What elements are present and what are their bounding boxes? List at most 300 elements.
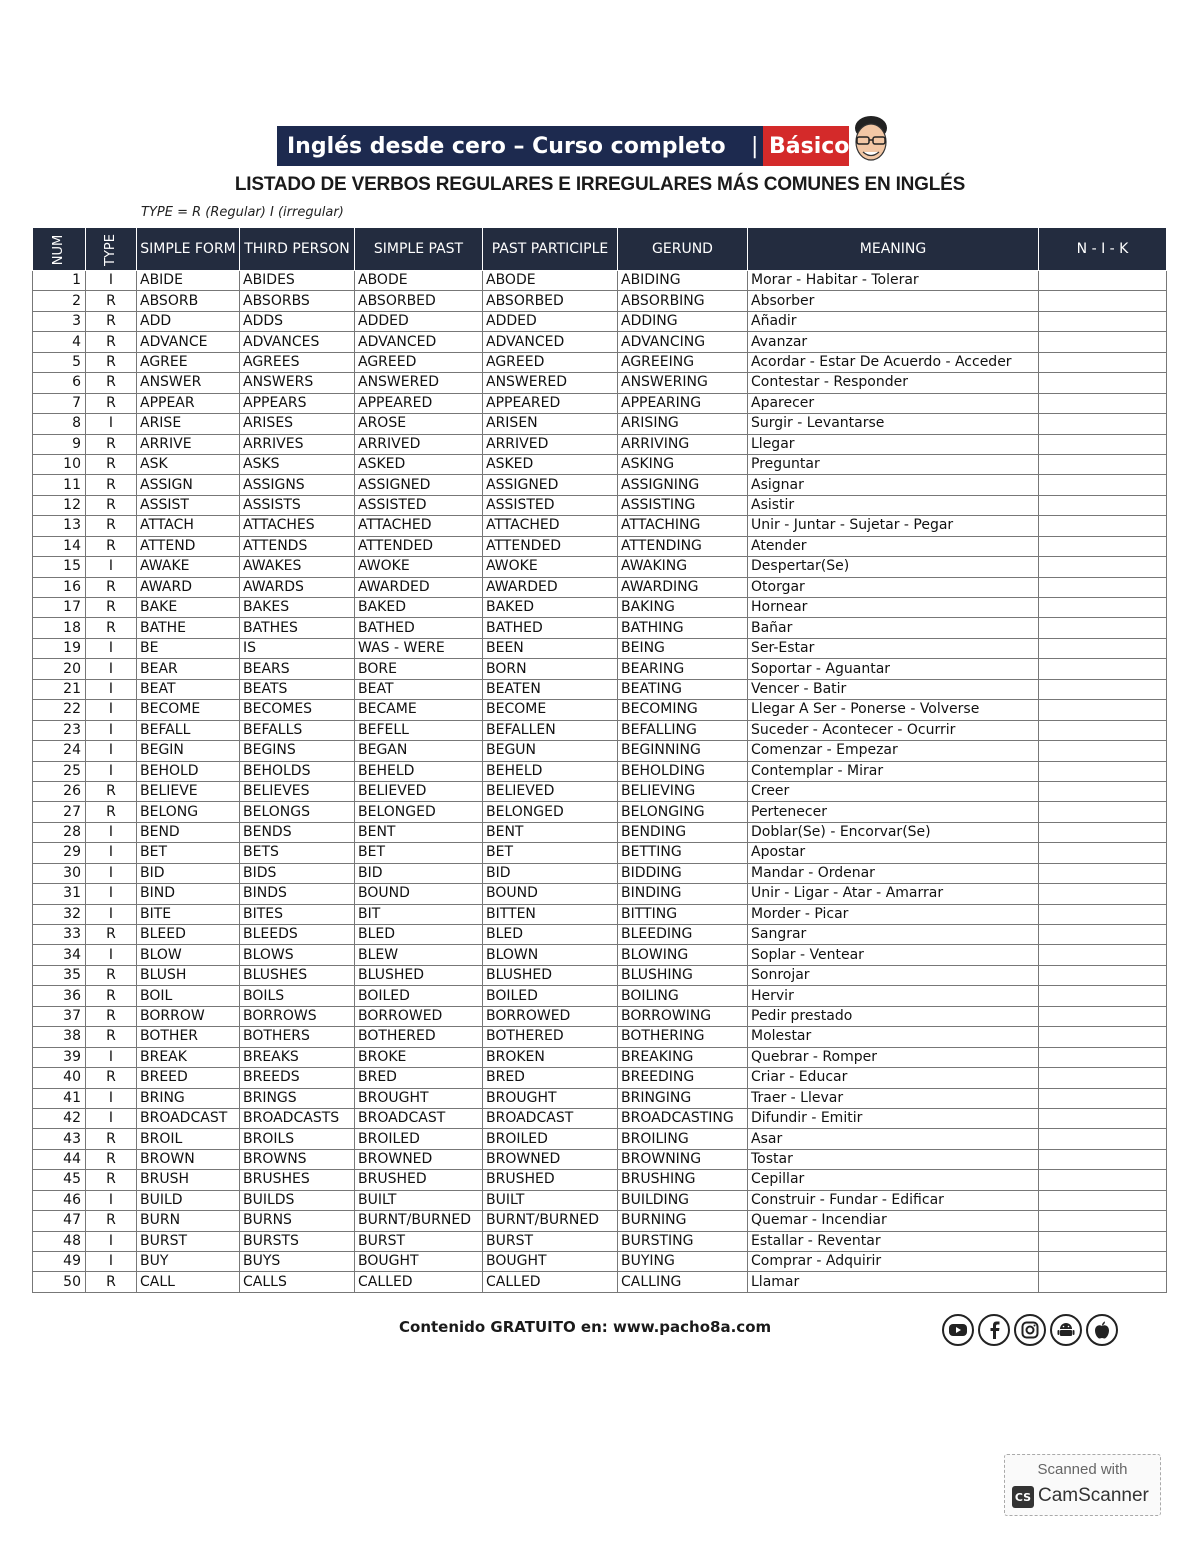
cell-past-participle: BLOWN: [483, 945, 618, 965]
cell-num: 39: [33, 1047, 86, 1067]
cell-num: 41: [33, 1088, 86, 1108]
cell-third-person: ADDS: [240, 311, 355, 331]
cell-nik: [1039, 863, 1167, 883]
cell-meaning: Unir - Ligar - Atar - Amarrar: [748, 884, 1039, 904]
cell-num: 4: [33, 332, 86, 352]
cell-third-person: BATHES: [240, 618, 355, 638]
cell-nik: [1039, 1252, 1167, 1272]
cell-simple-form: BURN: [137, 1211, 240, 1231]
cell-num: 7: [33, 393, 86, 413]
cell-simple-past: BORE: [355, 659, 483, 679]
cell-num: 8: [33, 414, 86, 434]
cell-third-person: BEATS: [240, 679, 355, 699]
cell-simple-past: BLEW: [355, 945, 483, 965]
cell-third-person: BELONGS: [240, 802, 355, 822]
table-row: [33, 1272, 1167, 1292]
cell-nik: [1039, 373, 1167, 393]
table-row: [33, 925, 1167, 945]
table-row: [33, 720, 1167, 740]
cell-num: 18: [33, 618, 86, 638]
cell-simple-form: BOTHER: [137, 1027, 240, 1047]
cell-gerund: BENDING: [618, 822, 748, 842]
cell-gerund: BLOWING: [618, 945, 748, 965]
cell-meaning: Quebrar - Romper: [748, 1047, 1039, 1067]
cell-simple-past: BRUSHED: [355, 1170, 483, 1190]
cell-meaning: Soportar - Aguantar: [748, 659, 1039, 679]
cell-simple-form: BRING: [137, 1088, 240, 1108]
cell-type: I: [86, 1047, 137, 1067]
cell-simple-form: BREAK: [137, 1047, 240, 1067]
table-row: [33, 516, 1167, 536]
cell-type: R: [86, 516, 137, 536]
cell-meaning: Llamar: [748, 1272, 1039, 1292]
cell-past-participle: AGREED: [483, 352, 618, 372]
cell-meaning: Doblar(Se) - Encorvar(Se): [748, 822, 1039, 842]
cell-simple-past: ARRIVED: [355, 434, 483, 454]
cell-third-person: BREAKS: [240, 1047, 355, 1067]
cell-nik: [1039, 904, 1167, 924]
cell-simple-past: BOUND: [355, 884, 483, 904]
cell-gerund: BETTING: [618, 843, 748, 863]
cell-simple-form: BATHE: [137, 618, 240, 638]
cell-simple-past: BLUSHED: [355, 965, 483, 985]
cell-third-person: AWARDS: [240, 577, 355, 597]
cell-gerund: ASKING: [618, 454, 748, 474]
cell-nik: [1039, 1027, 1167, 1047]
cell-num: 35: [33, 965, 86, 985]
cell-nik: [1039, 659, 1167, 679]
table-row: [33, 1149, 1167, 1169]
table-row: [33, 598, 1167, 618]
table-row: [33, 332, 1167, 352]
cell-third-person: BREEDS: [240, 1068, 355, 1088]
cell-simple-form: BECOME: [137, 700, 240, 720]
cell-meaning: Preguntar: [748, 454, 1039, 474]
cell-meaning: Avanzar: [748, 332, 1039, 352]
cell-simple-past: BUILT: [355, 1190, 483, 1210]
cell-meaning: Aparecer: [748, 393, 1039, 413]
table-row: [33, 577, 1167, 597]
cell-past-participle: ASKED: [483, 454, 618, 474]
cell-num: 30: [33, 863, 86, 883]
cell-simple-past: ADVANCED: [355, 332, 483, 352]
cell-simple-form: BREED: [137, 1068, 240, 1088]
cell-gerund: ADDING: [618, 311, 748, 331]
cell-num: 31: [33, 884, 86, 904]
cell-past-participle: BENT: [483, 822, 618, 842]
cell-third-person: AGREES: [240, 352, 355, 372]
cell-third-person: BINDS: [240, 884, 355, 904]
cell-meaning: Ser-Estar: [748, 638, 1039, 658]
cell-past-participle: BOTHERED: [483, 1027, 618, 1047]
cell-nik: [1039, 761, 1167, 781]
header-num: NUM: [33, 228, 86, 271]
cell-third-person: BOTHERS: [240, 1027, 355, 1047]
cell-simple-past: BROUGHT: [355, 1088, 483, 1108]
cell-type: I: [86, 741, 137, 761]
cell-nik: [1039, 598, 1167, 618]
cell-simple-form: ARISE: [137, 414, 240, 434]
cell-simple-form: BELONG: [137, 802, 240, 822]
cell-past-participle: ARISEN: [483, 414, 618, 434]
cell-meaning: Contestar - Responder: [748, 373, 1039, 393]
cell-type: I: [86, 863, 137, 883]
cell-num: 11: [33, 475, 86, 495]
cell-type: R: [86, 373, 137, 393]
cell-nik: [1039, 884, 1167, 904]
cell-type: R: [86, 1149, 137, 1169]
cell-type: R: [86, 311, 137, 331]
cell-third-person: BURNS: [240, 1211, 355, 1231]
cell-simple-form: BEND: [137, 822, 240, 842]
cell-past-participle: BROILED: [483, 1129, 618, 1149]
cell-simple-past: BEHELD: [355, 761, 483, 781]
header-type: TYPE: [86, 228, 137, 271]
cell-simple-form: ATTEND: [137, 536, 240, 556]
cell-nik: [1039, 965, 1167, 985]
cell-nik: [1039, 454, 1167, 474]
cell-type: R: [86, 965, 137, 985]
cell-gerund: BROADCASTING: [618, 1108, 748, 1128]
cell-third-person: BENDS: [240, 822, 355, 842]
cell-past-participle: BROADCAST: [483, 1108, 618, 1128]
cell-past-participle: BORROWED: [483, 1006, 618, 1026]
cell-simple-form: ABSORB: [137, 291, 240, 311]
cell-type: R: [86, 618, 137, 638]
cell-gerund: ABSORBING: [618, 291, 748, 311]
cell-num: 37: [33, 1006, 86, 1026]
cell-gerund: AGREEING: [618, 352, 748, 372]
table-row: [33, 986, 1167, 1006]
cell-past-participle: BECOME: [483, 700, 618, 720]
cell-simple-form: BOIL: [137, 986, 240, 1006]
cell-simple-past: BELONGED: [355, 802, 483, 822]
cell-past-participle: BRUSHED: [483, 1170, 618, 1190]
cell-simple-form: ASK: [137, 454, 240, 474]
cell-nik: [1039, 618, 1167, 638]
cell-simple-past: BELIEVED: [355, 781, 483, 801]
cell-simple-past: CALLED: [355, 1272, 483, 1292]
table-row: [33, 1088, 1167, 1108]
cell-gerund: BRUSHING: [618, 1170, 748, 1190]
cell-third-person: BLOWS: [240, 945, 355, 965]
cell-gerund: ANSWERING: [618, 373, 748, 393]
cell-simple-past: WAS - WERE: [355, 638, 483, 658]
youtube-icon[interactable]: [942, 1314, 974, 1346]
cell-nik: [1039, 822, 1167, 842]
cell-third-person: BEHOLDS: [240, 761, 355, 781]
cell-simple-form: BEHOLD: [137, 761, 240, 781]
table-row: [33, 311, 1167, 331]
cell-nik: [1039, 679, 1167, 699]
cell-num: 38: [33, 1027, 86, 1047]
cell-simple-past: BORROWED: [355, 1006, 483, 1026]
cell-third-person: BOILS: [240, 986, 355, 1006]
cell-num: 16: [33, 577, 86, 597]
table-row: [33, 618, 1167, 638]
cell-meaning: Asar: [748, 1129, 1039, 1149]
cell-gerund: ARRIVING: [618, 434, 748, 454]
cell-simple-past: ADDED: [355, 311, 483, 331]
cell-past-participle: BITTEN: [483, 904, 618, 924]
cell-gerund: BEATING: [618, 679, 748, 699]
banner-level: Básico: [763, 126, 849, 166]
cell-simple-past: BOTHERED: [355, 1027, 483, 1047]
camscanner-caption: Scanned with: [1037, 1461, 1128, 1478]
footer-link-text: Contenido GRATUITO en: www.pacho8a.com: [399, 1318, 772, 1336]
cell-simple-form: BUILD: [137, 1190, 240, 1210]
cell-past-participle: BID: [483, 863, 618, 883]
table-row: [33, 741, 1167, 761]
cell-type: I: [86, 904, 137, 924]
android-icon[interactable]: [1050, 1314, 1082, 1346]
social-icons: [942, 1314, 1118, 1346]
cell-type: R: [86, 1272, 137, 1292]
cell-nik: [1039, 1190, 1167, 1210]
cell-meaning: Soplar - Ventear: [748, 945, 1039, 965]
cell-type: I: [86, 761, 137, 781]
cell-simple-past: BENT: [355, 822, 483, 842]
instagram-icon[interactable]: [1014, 1314, 1046, 1346]
cell-past-participle: BORN: [483, 659, 618, 679]
table-row: [33, 1231, 1167, 1251]
cell-third-person: BUYS: [240, 1252, 355, 1272]
cell-simple-past: ASSISTED: [355, 495, 483, 515]
cell-nik: [1039, 516, 1167, 536]
cell-meaning: Cepillar: [748, 1170, 1039, 1190]
cell-simple-form: BRUSH: [137, 1170, 240, 1190]
cell-gerund: BEHOLDING: [618, 761, 748, 781]
cell-third-person: BROADCASTS: [240, 1108, 355, 1128]
cell-simple-past: APPEARED: [355, 393, 483, 413]
cell-meaning: Otorgar: [748, 577, 1039, 597]
table-row: [33, 1170, 1167, 1190]
cell-past-participle: BROWNED: [483, 1149, 618, 1169]
cell-num: 40: [33, 1068, 86, 1088]
cell-simple-past: BRED: [355, 1068, 483, 1088]
table-row: [33, 1129, 1167, 1149]
facebook-icon[interactable]: [978, 1314, 1010, 1346]
cell-type: R: [86, 1129, 137, 1149]
cell-type: I: [86, 271, 137, 291]
table-row: [33, 373, 1167, 393]
cell-past-participle: ASSISTED: [483, 495, 618, 515]
cell-type: R: [86, 986, 137, 1006]
cell-type: I: [86, 822, 137, 842]
cell-type: I: [86, 414, 137, 434]
cell-meaning: Pedir prestado: [748, 1006, 1039, 1026]
cell-past-participle: BROUGHT: [483, 1088, 618, 1108]
cell-gerund: BELIEVING: [618, 781, 748, 801]
cell-past-participle: AWARDED: [483, 577, 618, 597]
cell-type: R: [86, 291, 137, 311]
cell-past-participle: CALLED: [483, 1272, 618, 1292]
cell-simple-past: AWARDED: [355, 577, 483, 597]
table-row: [33, 761, 1167, 781]
cell-type: R: [86, 598, 137, 618]
cell-past-participle: ADDED: [483, 311, 618, 331]
cell-type: I: [86, 557, 137, 577]
cell-simple-form: BET: [137, 843, 240, 863]
cell-simple-past: BET: [355, 843, 483, 863]
cell-gerund: BROWNING: [618, 1149, 748, 1169]
cell-nik: [1039, 741, 1167, 761]
cell-third-person: BEARS: [240, 659, 355, 679]
table-row: [33, 965, 1167, 985]
cell-past-participle: APPEARED: [483, 393, 618, 413]
cell-gerund: BUILDING: [618, 1190, 748, 1210]
cell-num: 9: [33, 434, 86, 454]
table-row: [33, 884, 1167, 904]
cell-past-participle: ABODE: [483, 271, 618, 291]
cell-type: I: [86, 1231, 137, 1251]
cell-simple-past: ATTENDED: [355, 536, 483, 556]
cell-nik: [1039, 414, 1167, 434]
cell-past-participle: BELONGED: [483, 802, 618, 822]
cell-meaning: Despertar(Se): [748, 557, 1039, 577]
table-row: [33, 904, 1167, 924]
cell-gerund: BEARING: [618, 659, 748, 679]
cell-third-person: BRINGS: [240, 1088, 355, 1108]
cell-type: R: [86, 1170, 137, 1190]
cell-nik: [1039, 1108, 1167, 1128]
cell-third-person: BORROWS: [240, 1006, 355, 1026]
cell-third-person: BECOMES: [240, 700, 355, 720]
table-row: [33, 843, 1167, 863]
cell-meaning: Pertenecer: [748, 802, 1039, 822]
table-row: [33, 434, 1167, 454]
cell-type: I: [86, 659, 137, 679]
cell-simple-past: BURST: [355, 1231, 483, 1251]
cell-nik: [1039, 986, 1167, 1006]
table-row: [33, 802, 1167, 822]
cell-gerund: BUYING: [618, 1252, 748, 1272]
cell-nik: [1039, 271, 1167, 291]
cell-gerund: ASSIGNING: [618, 475, 748, 495]
cell-meaning: Comprar - Adquirir: [748, 1252, 1039, 1272]
cell-meaning: Mandar - Ordenar: [748, 863, 1039, 883]
cell-num: 15: [33, 557, 86, 577]
cell-gerund: BINDING: [618, 884, 748, 904]
cell-simple-form: BLEED: [137, 925, 240, 945]
cell-meaning: Creer: [748, 781, 1039, 801]
cell-meaning: Bañar: [748, 618, 1039, 638]
cell-type: I: [86, 1108, 137, 1128]
table-row: [33, 1047, 1167, 1067]
cell-third-person: BRUSHES: [240, 1170, 355, 1190]
cell-gerund: ATTENDING: [618, 536, 748, 556]
apple-icon[interactable]: [1086, 1314, 1118, 1346]
cell-third-person: BURSTS: [240, 1231, 355, 1251]
cell-simple-form: BELIEVE: [137, 781, 240, 801]
cell-gerund: AWARDING: [618, 577, 748, 597]
table-row: [33, 271, 1167, 291]
cell-past-participle: ANSWERED: [483, 373, 618, 393]
cell-simple-past: BID: [355, 863, 483, 883]
cell-type: R: [86, 1211, 137, 1231]
cell-past-participle: BEHELD: [483, 761, 618, 781]
cell-past-participle: BURNT/BURNED: [483, 1211, 618, 1231]
cell-type: I: [86, 1088, 137, 1108]
cell-num: 28: [33, 822, 86, 842]
table-row: [33, 393, 1167, 413]
table-row: [33, 945, 1167, 965]
table-row: [33, 1027, 1167, 1047]
cell-third-person: ADVANCES: [240, 332, 355, 352]
table-header-row: [33, 228, 1167, 271]
cell-gerund: BATHING: [618, 618, 748, 638]
cell-past-participle: ATTACHED: [483, 516, 618, 536]
cell-nik: [1039, 925, 1167, 945]
cell-meaning: Suceder - Acontecer - Ocurrir: [748, 720, 1039, 740]
cell-nik: [1039, 802, 1167, 822]
cell-gerund: BIDDING: [618, 863, 748, 883]
cell-meaning: Construir - Fundar - Edificar: [748, 1190, 1039, 1210]
cell-past-participle: ARRIVED: [483, 434, 618, 454]
cell-third-person: BUILDS: [240, 1190, 355, 1210]
cell-num: 33: [33, 925, 86, 945]
cell-simple-past: BOILED: [355, 986, 483, 1006]
cell-simple-form: BEGIN: [137, 741, 240, 761]
cell-num: 20: [33, 659, 86, 679]
cell-nik: [1039, 700, 1167, 720]
cell-nik: [1039, 434, 1167, 454]
cell-past-participle: ADVANCED: [483, 332, 618, 352]
cell-simple-past: ATTACHED: [355, 516, 483, 536]
cell-meaning: Criar - Educar: [748, 1068, 1039, 1088]
cell-third-person: BLEEDS: [240, 925, 355, 945]
cell-meaning: Vencer - Batir: [748, 679, 1039, 699]
cell-simple-form: ADD: [137, 311, 240, 331]
cell-third-person: ASSIGNS: [240, 475, 355, 495]
cell-simple-past: BROWNED: [355, 1149, 483, 1169]
header-meaning: MEANING: [748, 228, 1039, 271]
cell-nik: [1039, 1211, 1167, 1231]
cell-nik: [1039, 1149, 1167, 1169]
cell-nik: [1039, 475, 1167, 495]
cell-num: 29: [33, 843, 86, 863]
cell-third-person: BELIEVES: [240, 781, 355, 801]
banner-separator: |: [751, 126, 763, 166]
cell-third-person: IS: [240, 638, 355, 658]
cell-meaning: Comenzar - Empezar: [748, 741, 1039, 761]
cell-third-person: ATTACHES: [240, 516, 355, 536]
header-gerund: GERUND: [618, 228, 748, 271]
cell-type: R: [86, 1027, 137, 1047]
cell-meaning: Traer - Llevar: [748, 1088, 1039, 1108]
cell-type: I: [86, 884, 137, 904]
cell-nik: [1039, 1231, 1167, 1251]
cell-past-participle: BOUGHT: [483, 1252, 618, 1272]
cell-gerund: APPEARING: [618, 393, 748, 413]
cell-meaning: Unir - Juntar - Sujetar - Pegar: [748, 516, 1039, 536]
cell-type: I: [86, 945, 137, 965]
table-row: [33, 679, 1167, 699]
cell-simple-past: BAKED: [355, 598, 483, 618]
cell-simple-past: ANSWERED: [355, 373, 483, 393]
cell-meaning: Asistir: [748, 495, 1039, 515]
cell-gerund: BRINGING: [618, 1088, 748, 1108]
cell-gerund: BREAKING: [618, 1047, 748, 1067]
cell-num: 13: [33, 516, 86, 536]
cell-num: 1: [33, 271, 86, 291]
page-title: LISTADO DE VERBOS REGULARES E IRREGULARES MÁS COMUNES EN INGLÉS: [234, 174, 966, 195]
cell-type: R: [86, 393, 137, 413]
cell-gerund: BLUSHING: [618, 965, 748, 985]
cell-simple-past: BURNT/BURNED: [355, 1211, 483, 1231]
cell-simple-form: BURST: [137, 1231, 240, 1251]
cell-third-person: ASKS: [240, 454, 355, 474]
